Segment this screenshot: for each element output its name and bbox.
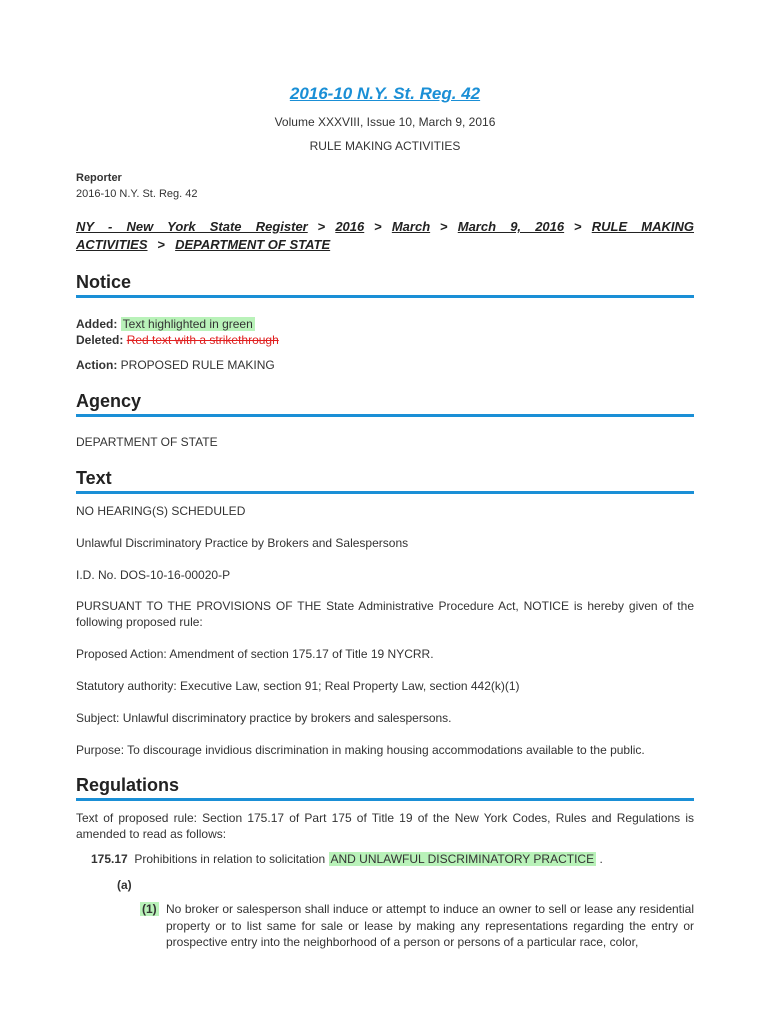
document-title-link[interactable]: 2016-10 N.Y. St. Reg. 42 [289,84,481,103]
subsection-a: (a) [117,878,132,892]
reporter-value: 2016-10 N.Y. St. Reg. 42 [76,188,198,200]
paragraph-1-number [140,901,159,917]
notice-heading: Notice [76,272,694,298]
section-number: 175.17 [91,852,128,866]
section-line: RULE MAKING ACTIVITIES [309,139,461,153]
breadcrumb-link-department[interactable]: DEPARTMENT OF STATE [175,237,331,252]
text-heading: Text [76,468,694,494]
action-value: PROPOSED RULE MAKING [120,358,275,372]
text-paragraph: Purpose: To discourage invidious discrimination in making housing accommodations available to the public. [76,743,645,757]
breadcrumb-link-activities[interactable]: RULE MAKING ACTIVITIES [76,219,695,252]
regulations-heading: Regulations [76,775,694,801]
document-title[interactable] [76,84,694,104]
breadcrumb-separator: > [440,219,448,234]
added-sample: Text highlighted in green [122,317,253,331]
paragraph-1-marker: (1) [142,902,157,916]
section-added-text: AND UNLAWFUL DISCRIMINATORY PRACTICE [330,852,595,866]
breadcrumb-link-register[interactable]: NY - New York State Register [76,219,308,234]
action-label: Action: [76,358,118,372]
breadcrumb-link-year[interactable]: 2016 [335,219,365,234]
section-175-17-line [91,851,694,867]
text-paragraph: PURSUANT TO THE PROVISIONS OF THE State Administrative Procedure Act, NOTICE is hereby given of the following proposed rule: [76,599,694,629]
breadcrumb-separator: > [574,219,582,234]
breadcrumb-separator: > [157,237,166,252]
section-text: Prohibitions in relation to solicitation [134,852,326,866]
paragraph-1-text: No broker or salesperson shall induce or attempt to induce an owner to sell or lease any residential property or to list same for sale or lease by making any representations regarding the entry or prospective entry into the neighborhood of a person or persons of a particular race, color, [166,902,694,949]
breadcrumb-separator: > [317,219,326,234]
volume-line: Volume XXXVIII, Issue 10, March 9, 2016 [274,115,496,129]
added-legend [76,316,694,332]
text-paragraph: Subject: Unlawful discriminatory practice by brokers and salespersons. [76,711,452,725]
section-end: . [599,852,603,866]
agency-heading: Agency [76,391,694,417]
reporter-label: Reporter [76,172,122,184]
breadcrumb [76,218,694,254]
breadcrumb-link-date[interactable]: March 9, 2016 [457,219,565,234]
deleted-legend [76,332,694,348]
text-paragraph: Unlawful Discriminatory Practice by Brokers and Salespersons [76,536,409,550]
breadcrumb-link-month[interactable]: March [391,219,431,234]
text-paragraph: Proposed Action: Amendment of section 175.17 of Title 19 NYCRR. [76,647,434,661]
text-paragraph: I.D. No. DOS-10-16-00020-P [76,568,231,582]
text-paragraph: NO HEARING(S) SCHEDULED [76,504,246,518]
deleted-label: Deleted: [76,333,124,347]
added-label: Added: [76,317,118,331]
text-paragraph: Statutory authority: Executive Law, section 91; Real Property Law, section 442(k)(1) [76,679,520,693]
regulations-intro: Text of proposed rule: Section 175.17 of Part 175 of Title 19 of the New York Codes, Rules and Regulations is amended to read as follows: [76,811,694,841]
action-line [76,357,694,373]
breadcrumb-separator: > [374,219,382,234]
agency-value: DEPARTMENT OF STATE [76,435,218,449]
deleted-sample: Red text with a strikethrough [126,333,279,347]
